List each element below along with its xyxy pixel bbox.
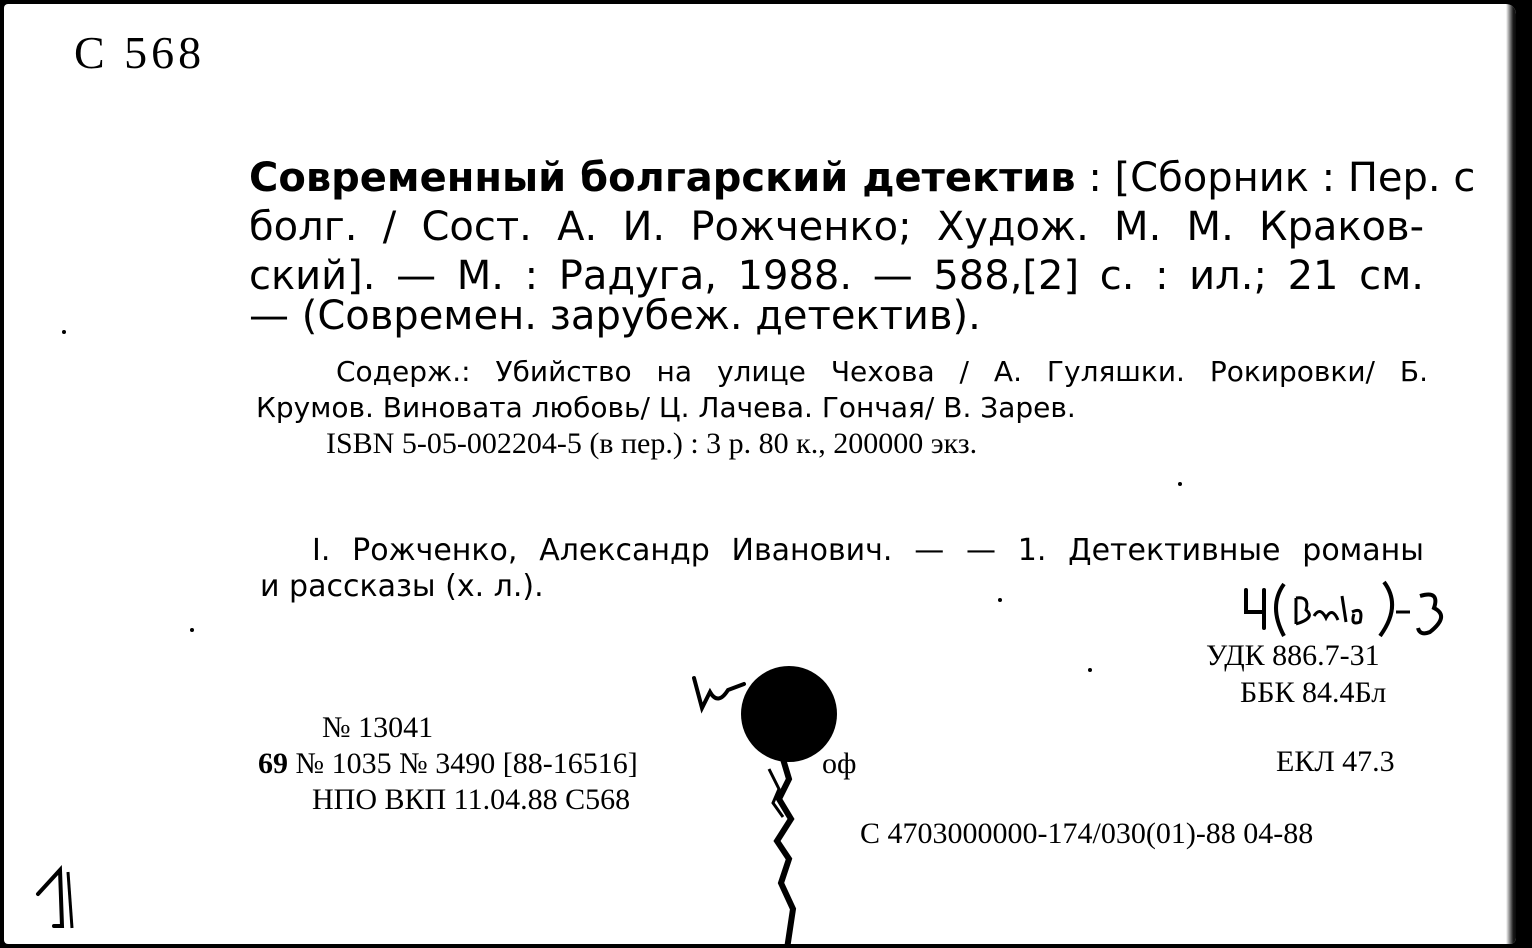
contents-line-2: Крумов. Виновата любовь/ Ц. Лачева. Гончая/ В. Зарев.	[256, 391, 1076, 424]
card-tear-mark	[759, 759, 819, 944]
udk-code: УДК 886.7-31	[1206, 639, 1380, 672]
title-line-1-rest: : [Сборник : Пер. с	[1075, 155, 1476, 201]
title-line-2: болг. / Сост. А. И. Рожченко; Худож. М. М. Краков-	[249, 204, 1424, 250]
order-suffix: оф	[822, 747, 857, 780]
catalog-card	[4, 4, 1516, 944]
bbk-code: ББК 84.4Бл	[1240, 676, 1387, 709]
speck	[190, 628, 194, 632]
title-line-4: — (Современ. зарубеж. детектив).	[249, 293, 981, 339]
contents-line-1: Содерж.: Убийство на улице Чехова / А. Гуляшки. Рокировки/ Б.	[336, 355, 1428, 388]
order-number: № 13041	[322, 711, 434, 744]
order-prefix: 69	[258, 747, 288, 780]
ekl-code: ЕКЛ 47.3	[1276, 745, 1395, 778]
handwritten-number	[32, 864, 82, 934]
handwritten-class-mark	[1234, 576, 1494, 646]
printer-line: НПО ВКП 11.04.88 С568	[312, 783, 631, 816]
book-title: Современный болгарский детектив	[249, 155, 1076, 201]
ink-blot	[741, 666, 837, 762]
tracing-line-1: I. Рожченко, Александр Иванович. — — 1. Детективные романы	[312, 533, 1424, 568]
tracing-line-2: и рассказы (х. л.).	[260, 569, 544, 604]
speck	[1178, 482, 1182, 486]
shelf-mark: С 568	[74, 27, 206, 78]
isbn-line: ISBN 5-05-002204-5 (в пер.) : 3 р. 80 к., 200000 экз.	[326, 427, 978, 460]
order-line-2	[258, 746, 638, 782]
title-line-1	[249, 154, 1476, 203]
speck	[1088, 668, 1092, 672]
handwritten-check-mark	[688, 672, 748, 718]
title-line-3: ский]. — М. : Радуга, 1988. — 588,[2] с. : ил.; 21 см.	[249, 253, 1424, 299]
publisher-code: С 4703000000-174/030(01)-88 04-88	[860, 817, 1314, 850]
speck	[62, 330, 66, 334]
speck	[998, 598, 1002, 602]
order-numbers: № 1035 № 3490 [88-16516]	[288, 747, 638, 780]
